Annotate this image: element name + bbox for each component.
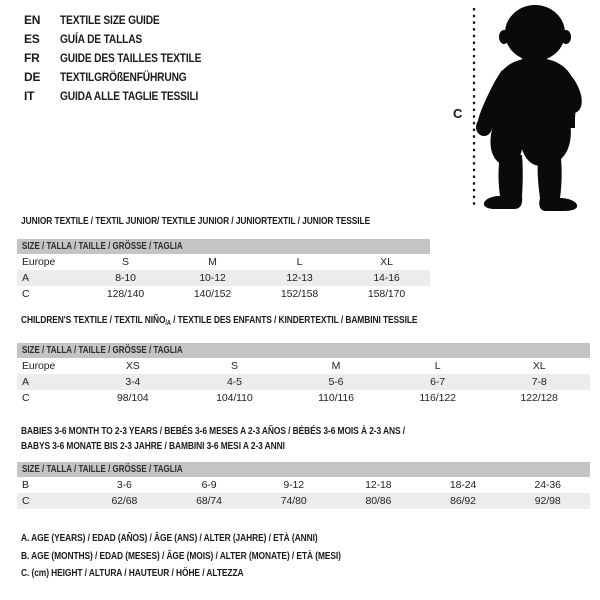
table-cell: S (230, 360, 238, 372)
section-title-line2: BABYS 3-6 MONATE BIS 2-3 JAHRE / BAMBINI 3-6 MESI A 2-3 ANNI (21, 440, 285, 452)
table-cell: 6-7 (430, 376, 446, 388)
section-title-junior (21, 214, 457, 229)
language-row (24, 48, 226, 67)
size-table-junior (17, 239, 430, 302)
language-title: GUIDE DES TAILLES TEXTILE (60, 50, 202, 65)
language-code: IT (24, 88, 35, 103)
table-cell: 158/170 (367, 288, 406, 300)
table-cell: 140/152 (193, 288, 232, 300)
table-row (17, 493, 590, 509)
language-row (24, 67, 226, 86)
language-code: FR (24, 50, 40, 65)
table-cell: XS (125, 360, 140, 372)
measure-legend (21, 530, 421, 583)
language-title: TEXTILGRÖßENFÜHRUNG (60, 69, 187, 84)
row-label: B (22, 479, 29, 491)
height-measure-label: C (453, 106, 463, 121)
table-rows (17, 358, 590, 406)
subscript-text: /A (165, 320, 171, 327)
table-cell: 10-12 (199, 272, 226, 284)
row-label: A (22, 272, 29, 284)
section-title-text: JUNIOR TEXTILE / TEXTIL JUNIOR/ TEXTILE JUNIOR / JUNIORTEXTIL / JUNIOR TESSILE (21, 215, 371, 227)
table-cell: 9-12 (283, 479, 304, 491)
legend-line-b: B. AGE (MONTHS) / EDAD (MESES) / ÂGE (MOIS) / ALTER (MONATE) / ETÀ (MESI) (21, 549, 341, 562)
table-cell: 110/116 (318, 392, 354, 404)
table-header-bar (17, 462, 590, 477)
legend-line-c: C. (cm) HEIGHT / ALTURA / HAUTEUR / HÖHE / ALTEZZA (21, 567, 244, 579)
table-row (17, 358, 590, 374)
size-table-babies (17, 462, 590, 509)
table-cell: 14-16 (373, 272, 400, 284)
table-cell: 68/74 (196, 495, 222, 507)
table-header-label: SIZE / TALLA / TAILLE / GRÖSSE / TAGLIA (22, 345, 183, 356)
table-cell: 98/104 (117, 392, 149, 404)
table-cell: M (208, 256, 217, 268)
section-title-children (21, 313, 517, 331)
table-cell: 104/110 (216, 392, 253, 404)
table-rows (17, 477, 590, 509)
table-cell: 92/98 (534, 495, 561, 507)
table-cell: 152/158 (280, 288, 319, 300)
row-label: C (22, 495, 30, 507)
baby-height-figure (450, 0, 598, 215)
language-code: EN (24, 12, 41, 27)
language-row (24, 86, 226, 105)
section-title-text: CHILDREN'S TEXTILE / TEXTIL $NIÑO_{/A}$ / TEXTILE DES ENFANTS / KINDERTEXTIL / BAMBINI TESSILE (21, 314, 418, 327)
table-cell: 24-36 (534, 479, 561, 491)
table-cell: L (296, 256, 303, 268)
table-cell: XL (380, 256, 393, 268)
language-row (24, 10, 226, 29)
table-cell: 12-13 (286, 272, 313, 284)
language-title-list (24, 10, 226, 105)
table-cell: 4-5 (226, 376, 242, 388)
legend-line-a: A. AGE (YEARS) / EDAD (AÑOS) / ÂGE (ANS) / ALTER (JAHRE) / ETÀ (ANNI) (21, 532, 318, 544)
table-cell: L (434, 360, 441, 372)
table-row (17, 374, 590, 390)
row-label: C (22, 392, 30, 404)
section-title-babies (21, 424, 501, 454)
table-row (17, 270, 430, 286)
table-cell: 122/128 (520, 392, 558, 404)
language-code: DE (24, 69, 41, 84)
row-label: Europe (22, 360, 56, 372)
table-row (17, 390, 590, 406)
table-cell: 3-4 (125, 376, 141, 388)
row-label: C (22, 288, 30, 300)
language-title: GUÍA DE TALLAS (60, 31, 143, 46)
language-title: TEXTILE SIZE GUIDE (60, 12, 160, 27)
table-row (17, 286, 430, 302)
table-header-label: SIZE / TALLA / TAILLE / GRÖSSE / TAGLIA (22, 464, 183, 475)
table-header-bar (17, 239, 430, 254)
table-cell: S (122, 256, 129, 268)
table-cell: 116/122 (419, 392, 456, 404)
table-cell: 128/140 (106, 288, 145, 300)
table-cell: M (331, 360, 341, 372)
table-row (17, 477, 590, 493)
table-cell: XL (532, 360, 546, 372)
table-cell: 6-9 (201, 479, 217, 491)
table-header-label: SIZE / TALLA / TAILLE / GRÖSSE / TAGLIA (22, 241, 183, 252)
row-label: Europe (22, 256, 56, 268)
language-row (24, 29, 226, 48)
table-cell: 8-10 (115, 272, 136, 284)
table-cell: 62/68 (111, 495, 138, 507)
table-cell: 18-24 (449, 479, 477, 491)
table-cell: 74/80 (280, 495, 307, 507)
table-cell: 5-6 (328, 376, 344, 388)
table-cell: 12-18 (365, 479, 392, 491)
table-header-bar (17, 343, 590, 358)
section-title-line1: BABIES 3-6 MONTH TO 2-3 YEARS / BEBÉS 3-6 MESES A 2-3 AÑOS / BÉBÉS 3-6 MOIS À 2-3 ANS / (21, 425, 406, 437)
language-code: ES (24, 31, 40, 46)
table-cell: 3-6 (116, 479, 132, 491)
table-cell: 86/92 (450, 495, 476, 507)
row-label: A (22, 376, 29, 388)
size-table-children (17, 343, 590, 406)
language-title: GUIDA ALLE TAGLIE TESSILI (60, 88, 199, 103)
table-cell: 80/86 (365, 495, 392, 507)
table-cell: 7-8 (531, 376, 547, 388)
table-row (17, 254, 430, 270)
table-rows (17, 254, 430, 302)
baby-silhouette-icon (476, 5, 582, 211)
